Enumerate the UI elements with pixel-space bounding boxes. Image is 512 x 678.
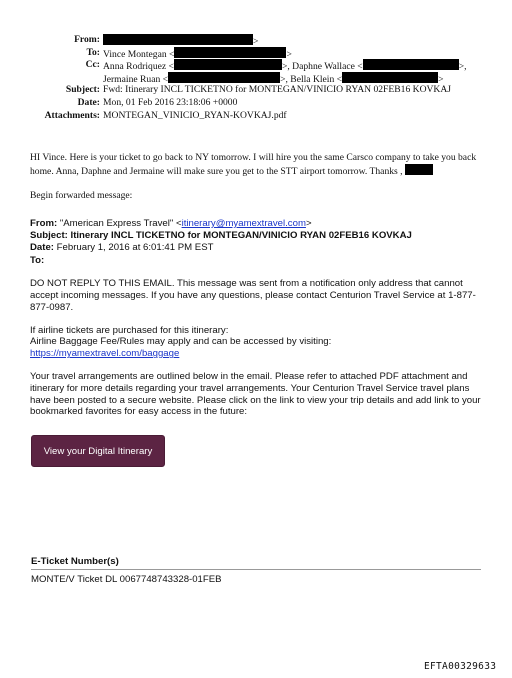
eticket-divider — [31, 569, 481, 570]
arrangements-text: Your travel arrangements are outlined below in the email. Please refer to attached PDF attachment and itinerary for more details regarding your travel arrangements. Your Centurion Travel Service travel plans have been posted to a secure website. Please click on the link to view your trip details and add link to your bookmarked favorites for easy access in the future: — [30, 370, 481, 418]
fwd-subject-line — [30, 230, 485, 242]
fwd-date-value: February 1, 2016 at 6:01:41 PM EST — [54, 241, 214, 253]
redaction-box — [363, 59, 459, 70]
fwd-from-close: > — [305, 218, 312, 229]
fwd-from-email-link[interactable]: itinerary@myamextravel.com — [181, 218, 306, 229]
cc-label: Cc: — [85, 59, 100, 71]
subject-value: Fwd: Itinerary INCL TICKETNO for MONTEGAN/VINICIO RYAN 02FEB16 KOVKAJ — [103, 84, 452, 96]
forwarded-message-label: Begin forwarded message: — [30, 189, 133, 201]
view-itinerary-button[interactable] — [31, 435, 165, 467]
redaction-box — [174, 47, 286, 58]
eticket-heading: E-Ticket Number(s) — [31, 556, 119, 567]
airline-line-2: Airline Baggage Fee/Rules may apply and can be accessed by visiting: — [30, 336, 332, 348]
cc-recipient-2: >, Daphne Wallace < — [281, 61, 363, 73]
redaction-box — [405, 164, 433, 175]
fwd-to-label: To: — [30, 255, 45, 267]
attachment-file[interactable]: MONTEGAN_VINICIO_RYAN-KOVKAJ.pdf — [103, 109, 287, 121]
fwd-to-line — [30, 253, 485, 267]
redaction-box — [103, 34, 253, 45]
header-cc-row — [0, 59, 512, 72]
closing-bracket: > — [286, 48, 292, 60]
baggage-link[interactable]: https://myamextravel.com/baggage — [30, 348, 180, 360]
fwd-from-label: From: — [30, 218, 58, 229]
redaction-box — [168, 72, 280, 83]
email-header — [0, 34, 512, 122]
noreply-notice: DO NOT REPLY TO THIS EMAIL. This message was sent from a notification only address that cannot accept incoming messages. If you have any questions, please contact Centurion Travel Service at 1-877-877-0987. — [30, 278, 476, 313]
header-subject-row — [0, 84, 512, 97]
fwd-from-line — [30, 218, 485, 230]
redaction-box — [174, 59, 282, 70]
airline-line-1: If airline tickets are purchased for this itinerary: — [30, 324, 229, 336]
date-value: Mon, 01 Feb 2016 23:18:06 +0000 — [103, 96, 238, 108]
header-to-row — [0, 47, 512, 60]
email-body-intro — [30, 152, 485, 202]
cc-separator: >, — [458, 61, 467, 73]
intro-text: HI Vince. Here is your ticket to go back to NY tomorrow. I will hire you the same Carsco company to take you back home. Anna, Daphne and Jermaine will make sure you get to the STT airport tomorrow. Thanks , — [30, 152, 477, 178]
attachments-label: Attachments: — [44, 109, 100, 121]
baggage-line — [30, 348, 485, 360]
from-label: From: — [74, 34, 100, 45]
forwarded-message — [30, 218, 485, 418]
intro-message — [30, 152, 485, 179]
cc-recipient-3: Jermaine Ruan < — [103, 73, 169, 85]
header-from-row — [0, 34, 512, 47]
header-cc-row-2 — [0, 72, 512, 85]
cc-recipient-4: >, Bella Klein < — [280, 73, 343, 85]
closing-bracket: > — [253, 36, 259, 47]
header-attachments-row — [0, 110, 512, 123]
fwd-subject-value: Itinerary INCL TICKETNO for MONTEGAN/VINICIO RYAN 02FEB16 KOVKAJ — [67, 229, 412, 241]
fwd-subject-label: Subject: — [30, 229, 68, 241]
date-label: Date: — [77, 96, 100, 108]
fwd-date-line — [30, 242, 485, 254]
to-recipient: Vince Montegan < — [103, 48, 175, 60]
closing-bracket: > — [438, 73, 444, 85]
eticket-number: MONTE/V Ticket DL 0067748743328-01FEB — [31, 574, 222, 585]
bates-number: EFTA00329633 — [424, 661, 497, 672]
redaction-box — [342, 72, 438, 83]
view-itinerary-label: View your Digital Itinerary — [43, 445, 153, 457]
header-date-row — [0, 97, 512, 110]
cc-recipient-1: Anna Rodriquez < — [103, 61, 174, 73]
fwd-from-name: "American Express Travel" < — [57, 218, 182, 229]
to-label: To: — [86, 46, 100, 58]
fwd-date-label: Date: — [30, 241, 54, 253]
subject-label: Subject: — [65, 84, 100, 96]
